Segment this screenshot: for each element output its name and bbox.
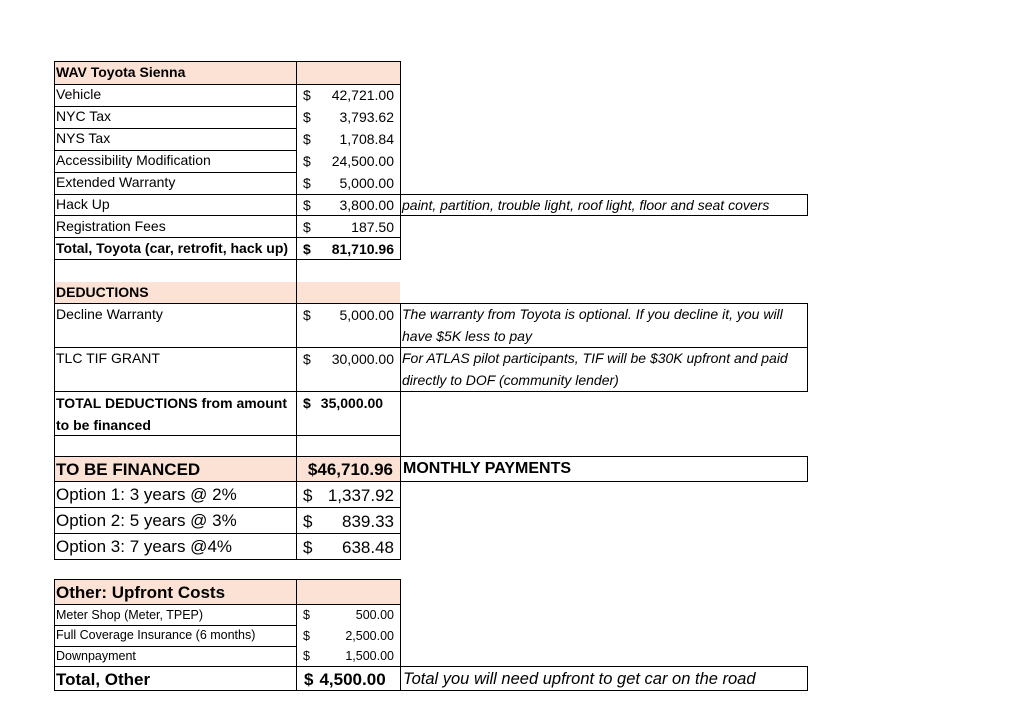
- row-label-meter-shop: Meter Shop (Meter, TPEP): [56, 608, 204, 622]
- other-total-amount: $ 4,500.00: [304, 669, 386, 689]
- row-amount-hack-up: $ 3,800.00: [303, 197, 394, 213]
- row-amount-meter-shop: $ 500.00: [303, 608, 394, 622]
- row-label-registration: Registration Fees: [56, 218, 166, 234]
- option-2-amount: $ 839.33: [303, 511, 394, 531]
- monthly-payments-header: MONTHLY PAYMENTS: [403, 460, 572, 477]
- row-amount-tif-grant: $ 30,000.00: [303, 351, 394, 367]
- option-3-label: Option 3: 7 years @4%: [56, 537, 233, 556]
- row-label-vehicle: Vehicle: [56, 86, 102, 102]
- row-label-downpayment: Downpayment: [56, 649, 136, 663]
- row-label-decline-warranty: Decline Warranty: [56, 306, 163, 322]
- row-amount-vehicle: $ 42,721.00: [303, 87, 394, 103]
- row-amount-downpayment: $ 1,500.00: [303, 649, 394, 663]
- row-label-nyc-tax: NYC Tax: [56, 108, 111, 124]
- toyota-total-label: Total, Toyota (car, retrofit, hack up): [56, 240, 289, 256]
- row-label-insurance: Full Coverage Insurance (6 months): [56, 628, 256, 642]
- decline-warranty-note: The warranty from Toyota is optional. If you decline it, you will have $5K less to pay: [402, 306, 783, 344]
- option-1-label: Option 1: 3 years @ 2%: [56, 485, 237, 504]
- row-amount-registration: $ 187.50: [303, 219, 394, 235]
- deductions-total-label: TOTAL DEDUCTIONS from amount to be financed: [56, 395, 287, 433]
- row-label-nys-tax: NYS Tax: [56, 130, 111, 146]
- row-amount-insurance: $ 2,500.00: [303, 628, 394, 643]
- deductions-total-amount: $ 35,000.00: [303, 395, 384, 411]
- toyota-title: WAV Toyota Sienna: [54, 62, 296, 84]
- row-label-tif-grant: TLC TIF GRANT: [56, 350, 160, 366]
- row-amount-extended-warranty: $ 5,000.00: [303, 175, 394, 191]
- toyota-total-amount: $ 81,710.96: [303, 241, 394, 257]
- other-total-label: Total, Other: [56, 670, 151, 689]
- to-be-financed-label: TO BE FINANCED: [54, 457, 296, 482]
- toyota-title-fill: [296, 62, 400, 84]
- deductions-title: DEDUCTIONS: [54, 282, 296, 304]
- to-be-financed-amount: $46,710.96: [296, 457, 400, 482]
- row-label-hack-up: Hack Up: [56, 196, 110, 212]
- row-label-extended-warranty: Extended Warranty: [56, 174, 176, 190]
- tif-grant-note: For ATLAS pilot participants, TIF will be $30K upfront and paid directly to DOF (community lender): [402, 350, 788, 388]
- other-total-note: Total you will need upfront to get car on the road: [403, 670, 756, 688]
- hack-up-note: paint, partition, trouble light, roof light, floor and seat covers: [402, 197, 770, 213]
- row-amount-accessibility: $ 24,500.00: [303, 153, 394, 169]
- other-title-fill: [296, 580, 400, 605]
- option-3-amount: $ 638.48: [303, 537, 394, 557]
- option-2-label: Option 2: 5 years @ 3%: [56, 511, 237, 530]
- deductions-title-fill: [296, 282, 400, 304]
- option-1-amount: $ 1,337.92: [303, 485, 394, 505]
- row-amount-decline-warranty: $ 5,000.00: [303, 307, 394, 323]
- row-label-accessibility: Accessibility Modification: [56, 152, 211, 168]
- row-amount-nys-tax: $ 1,708.84: [303, 131, 394, 147]
- other-title: Other: Upfront Costs: [54, 580, 296, 605]
- row-amount-nyc-tax: $ 3,793.62: [303, 109, 394, 125]
